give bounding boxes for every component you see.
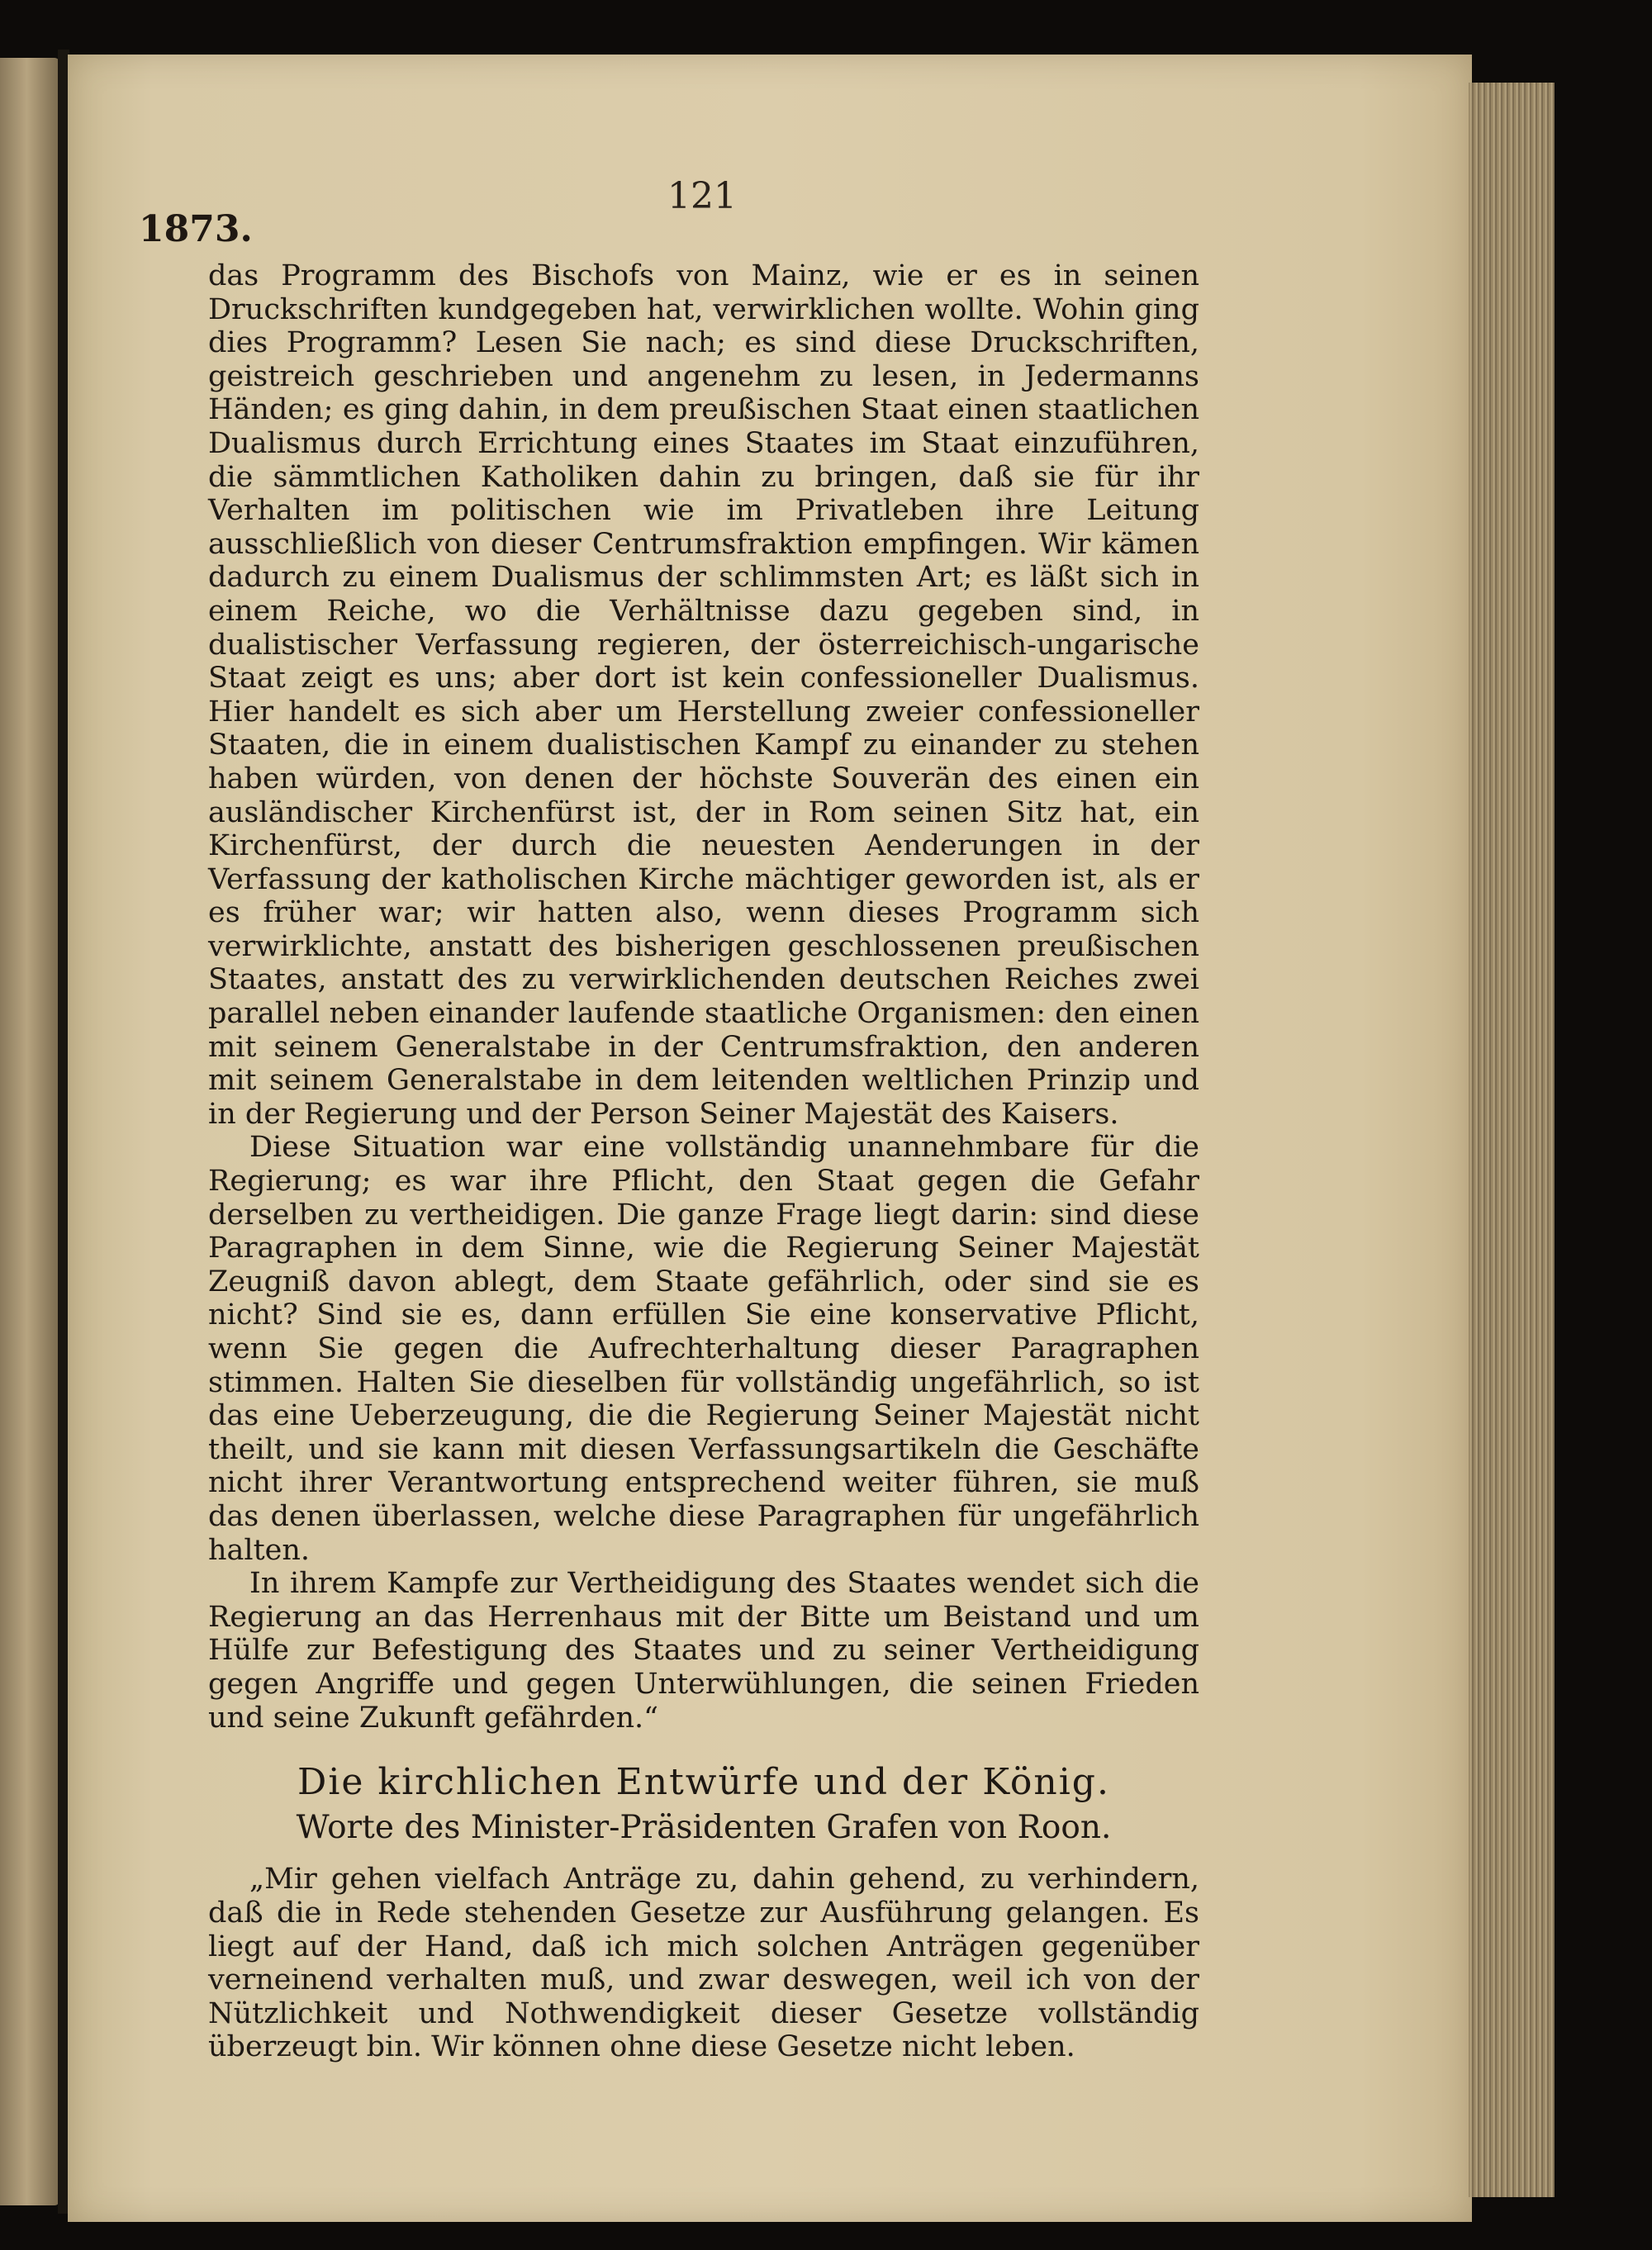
paragraph-2: Diese Situation war eine vollständig unannehmbare für die Regierung; es war ihre Pflicht, den Staat gegen die Gefahr derselben zu vertheidigen. Die ganze Frage liegt darin: sind diese Paragraphen in dem Sinne, wie die Regierung Seiner Majestät Zeugniß davon ablegt, dem Staate gefährlich, oder sind sie es nicht? Sind sie es, dann erfüllen Sie eine konservative Pflicht, wenn Sie gegen die Aufrechterhaltung dieser Paragraphen stimmen. Halten Sie dieselben für vollständig ungefährlich, so ist das eine Ueberzeugung, die die Regierung Seiner Majestät nicht theilt, und sie kann mit diesen Verfassungsartikeln die Geschäfte nicht ihrer Verantwortung entsprechend weiter führen, sie muß das denen überlassen, welche diese Paragraphen für ungefährlich halten. [208, 1131, 1199, 1567]
section-heading: Die kirchlichen Entwürfe und der König. [297, 1761, 1110, 1804]
paragraph-1: das Programm des Bischofs von Mainz, wie er es in seinen Druckschriften kundgegeben hat, verwirklichen wollte. Wohin ging dies Programm? Lesen Sie nach; es sind diese Druckschriften, geistreich geschrieben und angenehm zu lesen, in Jedermanns Händen; es ging dahin, in dem preußischen Staat einen staatlichen Dualismus durch Errichtung eines Staates im Staat einzuführen, die sämmtlichen Katholiken dahin zu bringen, daß sie für ihr Verhalten im politischen wie im Privatleben ihre Leitung ausschließlich von dieser Centrumsfraktion empfingen. Wir kämen dadurch zu einem Dualismus der schlimmsten Art; es läßt sich in einem Reiche, wo die Verhältnisse dazu gegeben sind, in dualistischer Verfassung regieren, der österreichisch-ungarische Staat zeigt es uns; aber dort ist kein confessioneller Dualismus. Hier handelt es sich aber um Herstellung zweier confessioneller Staaten, die in einem dualistischen Kampf zu einander zu stehen haben würden, von denen der höchste Souverän des einen ein ausländischer Kirchenfürst ist, der in Rom seinen Sitz hat, ein Kirchenfürst, der durch die neuesten Aenderungen in der Verfassung der katholischen Kirche mächtiger geworden ist, als er es früher war; wir hatten also, wenn dieses Programm sich verwirklichte, anstatt des bisherigen geschlossenen preußischen Staates, anstatt des zu verwirklichenden deutschen Reiches zwei parallel neben einander laufende staatliche Organismen: den einen mit seinem Generalstabe in der Centrumsfraktion, den anderen mit seinem Generalstabe in dem leitenden weltlichen Prinzip und in der Regierung und der Person Seiner Majestät des Kaisers. [208, 259, 1199, 1131]
adjacent-page-edge [0, 58, 59, 2205]
page-stack-edges [1469, 83, 1555, 2197]
background-shadow [1555, 66, 1652, 2214]
section-subheading: Worte des Minister-Präsidenten Grafen von Roon. [296, 1808, 1112, 1846]
page-text [208, 259, 1199, 2064]
page-number: 121 [667, 175, 737, 217]
paragraph-3: In ihrem Kampfe zur Vertheidigung des Staates wendet sich die Regierung an das Herrenhaus mit der Bitte um Beistand und um Hülfe zur Befestigung des Staates und zu seiner Vertheidigung gegen Angriffe und gegen Unterwühlungen, die seinen Frieden und seine Zukunft gefährden.“ [208, 1567, 1199, 1735]
paragraph-4: „Mir gehen vielfach Anträge zu, dahin gehend, zu verhindern, daß die in Rede stehenden Gesetze zur Ausführung gelangen. Es liegt auf der Hand, daß ich mich solchen Anträgen gegenüber verneinend verhalten muß, und zwar deswegen, weil ich von der Nützlichkeit und Nothwendigkeit dieser Gesetze vollständig überzeugt bin. Wir können ohne diese Gesetze nicht leben. [208, 1863, 1199, 2064]
year-header: 1873. [139, 208, 253, 250]
